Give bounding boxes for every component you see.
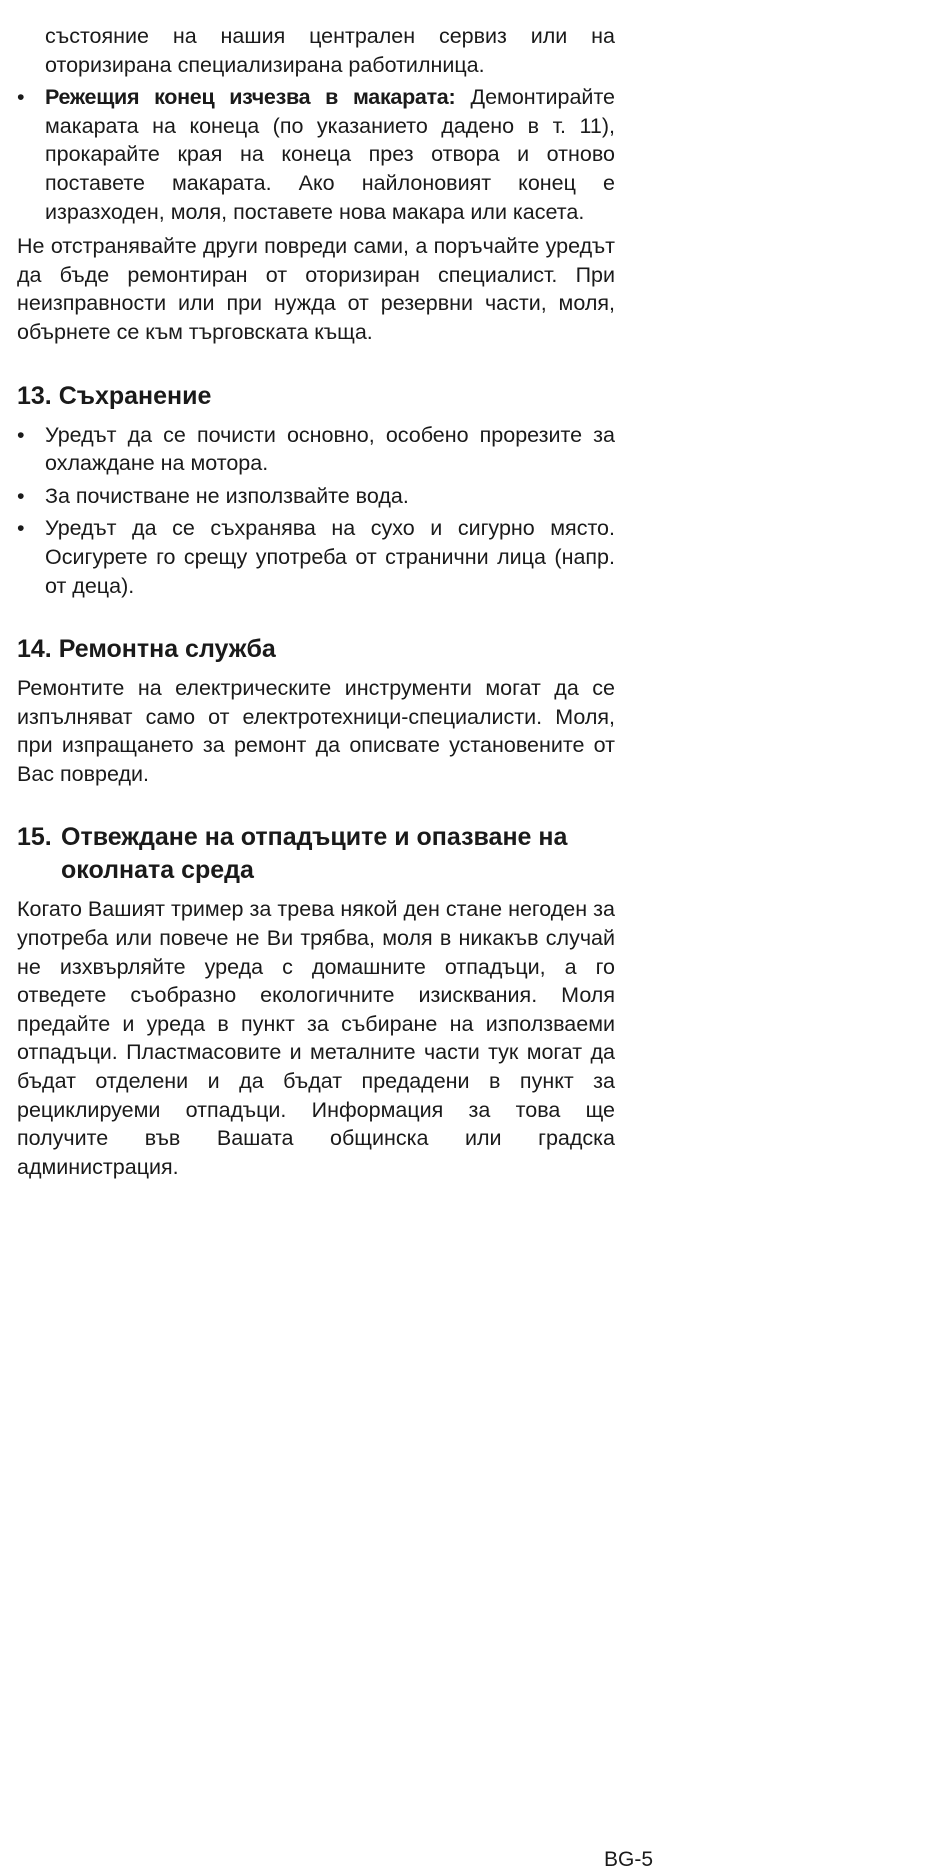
- storage-list: [17, 421, 615, 601]
- list-item: • Уредът да се почисти основно, особено прорезите за охлаждане на мотора.: [17, 421, 615, 478]
- manual-page-column: [17, 22, 615, 1181]
- section-storage: [17, 380, 615, 601]
- section-number: 15.: [17, 823, 52, 852]
- page-number: BG-5: [604, 1848, 654, 1871]
- bullet-text: Демонтирайте макарата на конеца (по указанието дадено в т. 11), прокарайте края на конеца през отвора и отново поставете макарата. Ако найлоновият конец е изразходен, моля, поставете нова макара или касета.: [45, 85, 616, 224]
- section-paragraph: Ремонтите на електрическите инструменти могат да се изпълняват само от електротехници-специалисти. Моля, при изпращането за ремонт да описвате установените от Вас повреди.: [17, 676, 615, 786]
- list-item: • За почистване не използвайте вода.: [17, 482, 615, 511]
- section-heading: 13. Съхранение: [17, 381, 212, 410]
- bullet-bold-lead: Режещия конец изчезва в макарата:: [45, 85, 456, 110]
- troubleshooting-list: [17, 83, 615, 226]
- section-title: Отвеждане на отпадъците и опазване на околната среда: [61, 823, 568, 885]
- section-repair-service: [17, 633, 615, 788]
- list-item: [17, 83, 615, 226]
- repair-paragraph: Не отстранявайте други повреди сами, а поръчайте уредът да бъде ремонтиран от оторизиран специалист. При неизправности или при нужда от резервни части, моля, обърнете се към търговската къща.: [17, 234, 615, 344]
- list-item: • Уредът да се съхранява на сухо и сигурно място. Осигурете го срещу употреба от странични лица (напр. от деца).: [17, 514, 615, 600]
- continued-text: състояние на нашия централен сервиз или на оторизирана специализирана работилница.: [45, 24, 615, 77]
- section-heading: [17, 821, 615, 887]
- section-disposal: [17, 821, 615, 1181]
- section-heading: 14. Ремонтна служба: [17, 635, 276, 664]
- section-paragraph: Когато Вашият тример за трева някой ден стане негоден за употреба или повече не Ви трябва, моля в никакъв случай не изхвърляйте уреда с домашните отпадъци, а го отведете съобразно екологичните изисквания. Моля предайте и уреда в пункт за събиране на използваеми отпадъци. Пластмасовите и металните части тук могат да бъдат отделени и да бъдат предадени в пункт за рециклируеми отпадъци. Информация за това ще получите във Вашата общинска или градска администрация.: [17, 897, 615, 1179]
